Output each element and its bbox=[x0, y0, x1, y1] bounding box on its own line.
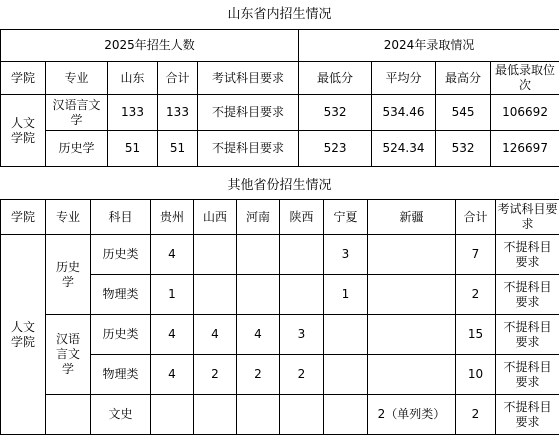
max-score-cell: 532 bbox=[436, 131, 491, 167]
college-cell: 人文学院 bbox=[1, 235, 46, 435]
table-row bbox=[1, 315, 559, 355]
col-header-avg-score: 平均分 bbox=[372, 62, 436, 95]
henan-cell bbox=[237, 235, 280, 275]
major-cell: 历史学 bbox=[46, 131, 108, 167]
col-header-shanxi: 山西 bbox=[194, 200, 237, 235]
shanxi-cell: 2 bbox=[194, 355, 237, 395]
col-header-total: 合计 bbox=[158, 62, 198, 95]
requirement-cell: 不提科目要求 bbox=[496, 395, 559, 435]
shanxi-cell bbox=[194, 275, 237, 315]
col-header-requirement: 考试科目要求 bbox=[496, 200, 559, 235]
subject-cell: 物理类 bbox=[91, 275, 151, 315]
col-header-min-rank: 最低录取位次 bbox=[491, 62, 559, 95]
table-row bbox=[1, 131, 559, 167]
group-2024-header: 2024年录取情况 bbox=[299, 30, 559, 62]
total-cell: 10 bbox=[456, 355, 496, 395]
shaanxi-cell: 3 bbox=[280, 315, 324, 355]
shaanxi-cell bbox=[280, 395, 324, 435]
subject-cell: 物理类 bbox=[91, 355, 151, 395]
total-cell: 7 bbox=[456, 235, 496, 275]
col-header-guizhou: 贵州 bbox=[151, 200, 194, 235]
xinjiang-cell bbox=[368, 355, 456, 395]
shandong-title: 山东省内招生情况 bbox=[227, 7, 332, 22]
ningxia-cell: 3 bbox=[324, 235, 368, 275]
shaanxi-cell bbox=[280, 235, 324, 275]
shanxi-cell bbox=[194, 395, 237, 435]
guizhou-cell: 1 bbox=[151, 275, 194, 315]
col-header-major: 专业 bbox=[46, 62, 108, 95]
col-header-max-score: 最高分 bbox=[436, 62, 491, 95]
table-row bbox=[1, 95, 559, 131]
col-header-college: 学院 bbox=[1, 200, 46, 235]
total-cell: 15 bbox=[456, 315, 496, 355]
requirement-cell: 不提科目要求 bbox=[496, 355, 559, 395]
ningxia-cell: 1 bbox=[324, 275, 368, 315]
requirement-cell: 不提科目要求 bbox=[496, 235, 559, 275]
henan-cell: 2 bbox=[237, 355, 280, 395]
group-2025-header: 2025年招生人数 bbox=[1, 30, 299, 62]
col-header-min-score: 最低分 bbox=[299, 62, 372, 95]
shandong-cell: 51 bbox=[108, 131, 158, 167]
xinjiang-cell bbox=[368, 315, 456, 355]
xinjiang-cell bbox=[368, 275, 456, 315]
col-header-henan: 河南 bbox=[237, 200, 280, 235]
col-header-shandong: 山东 bbox=[108, 62, 158, 95]
table-row bbox=[1, 235, 559, 275]
subject-cell: 历史类 bbox=[91, 315, 151, 355]
guizhou-cell: 4 bbox=[151, 315, 194, 355]
col-header-shaanxi: 陕西 bbox=[280, 200, 324, 235]
shanxi-cell bbox=[194, 235, 237, 275]
other-provinces-title: 其他省份招生情况 bbox=[227, 178, 332, 193]
requirement-cell: 不提科目要求 bbox=[198, 95, 299, 131]
shaanxi-cell: 2 bbox=[280, 355, 324, 395]
min-score-cell: 532 bbox=[299, 95, 372, 131]
total-cell: 51 bbox=[158, 131, 198, 167]
avg-score-cell: 534.46 bbox=[372, 95, 436, 131]
major-cell: 汉语言文学 bbox=[46, 95, 108, 131]
table-row bbox=[1, 395, 559, 435]
total-cell: 133 bbox=[158, 95, 198, 131]
major-cell: 历史学 bbox=[46, 235, 91, 315]
max-score-cell: 545 bbox=[436, 95, 491, 131]
min-rank-cell: 106692 bbox=[491, 95, 559, 131]
min-score-cell: 523 bbox=[299, 131, 372, 167]
other-provinces-table bbox=[0, 199, 559, 435]
guizhou-cell bbox=[151, 395, 194, 435]
requirement-cell: 不提科目要求 bbox=[198, 131, 299, 167]
shanxi-cell: 4 bbox=[194, 315, 237, 355]
ningxia-cell bbox=[324, 315, 368, 355]
subject-cell: 历史类 bbox=[91, 235, 151, 275]
requirement-cell: 不提科目要求 bbox=[496, 315, 559, 355]
min-rank-cell: 126697 bbox=[491, 131, 559, 167]
col-header-college: 学院 bbox=[1, 62, 46, 95]
avg-score-cell: 524.34 bbox=[372, 131, 436, 167]
subject-cell: 文史 bbox=[91, 395, 151, 435]
major-cell bbox=[46, 395, 91, 435]
henan-cell bbox=[237, 395, 280, 435]
col-header-xinjiang: 新疆 bbox=[368, 200, 456, 235]
major-cell: 汉语言文学 bbox=[46, 315, 91, 395]
shandong-admission-table bbox=[0, 29, 559, 167]
henan-cell: 4 bbox=[237, 315, 280, 355]
total-cell: 2 bbox=[456, 275, 496, 315]
guizhou-cell: 4 bbox=[151, 355, 194, 395]
col-header-total: 合计 bbox=[456, 200, 496, 235]
total-cell: 2 bbox=[456, 395, 496, 435]
requirement-cell: 不提科目要求 bbox=[496, 275, 559, 315]
shaanxi-cell bbox=[280, 275, 324, 315]
xinjiang-cell bbox=[368, 235, 456, 275]
col-header-requirement: 考试科目要求 bbox=[198, 62, 299, 95]
ningxia-cell bbox=[324, 355, 368, 395]
college-cell: 人文学院 bbox=[1, 95, 46, 167]
ningxia-cell bbox=[324, 395, 368, 435]
col-header-ningxia: 宁夏 bbox=[324, 200, 368, 235]
shandong-cell: 133 bbox=[108, 95, 158, 131]
xinjiang-cell: 2（单列类） bbox=[368, 395, 456, 435]
col-header-subject: 科目 bbox=[91, 200, 151, 235]
henan-cell bbox=[237, 275, 280, 315]
col-header-major: 专业 bbox=[46, 200, 91, 235]
guizhou-cell: 4 bbox=[151, 235, 194, 275]
